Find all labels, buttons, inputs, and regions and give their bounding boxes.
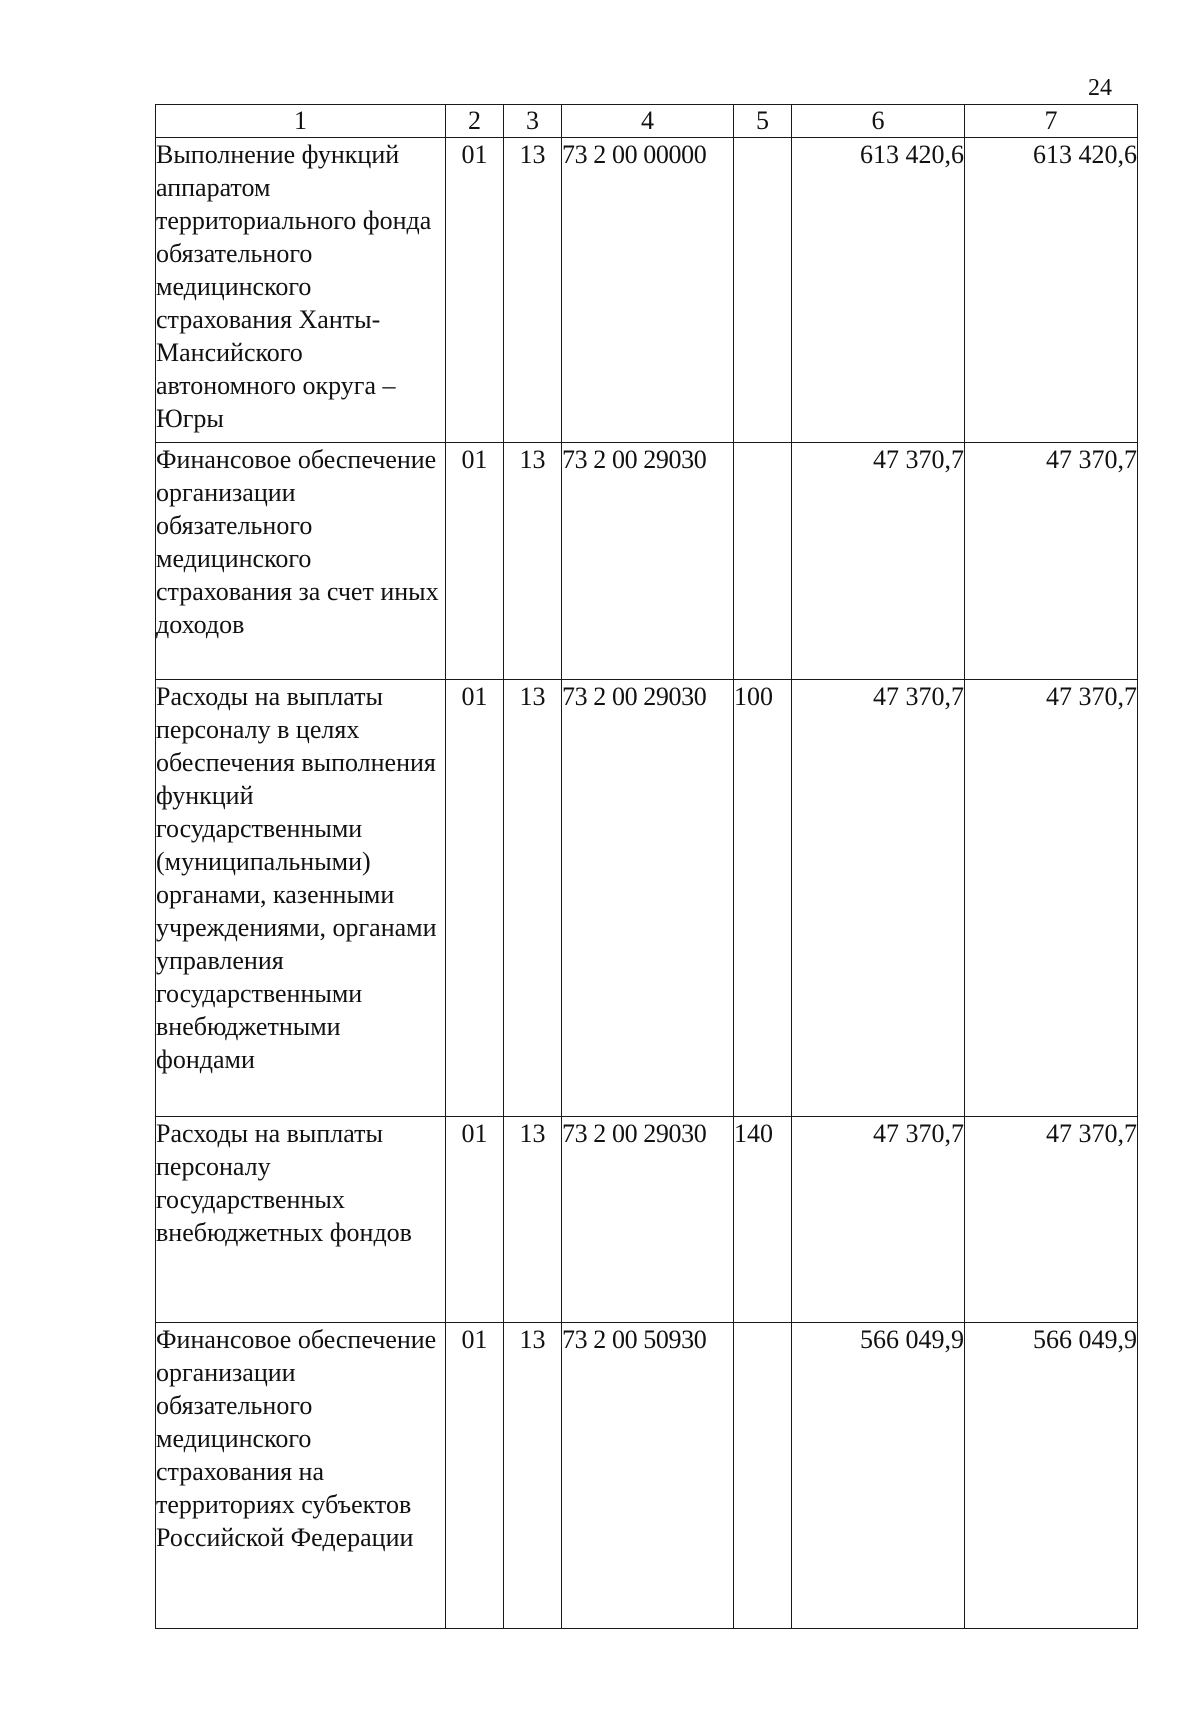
header-col-5: 5 xyxy=(734,105,792,138)
row-subsection-code: 13 xyxy=(504,138,562,443)
header-col-4: 4 xyxy=(562,105,734,138)
row-section-code: 01 xyxy=(446,138,504,443)
row-amount-2: 47 370,7 xyxy=(965,680,1138,1117)
row-amount-2: 566 049,9 xyxy=(965,1323,1138,1629)
budget-table xyxy=(155,104,1138,1629)
row-amount-1: 47 370,7 xyxy=(792,1117,965,1323)
row-subsection-code: 13 xyxy=(504,680,562,1117)
table-body xyxy=(156,138,1138,1629)
row-target-code: 73 2 00 29030 xyxy=(562,443,734,680)
header-col-7: 7 xyxy=(965,105,1138,138)
table-row xyxy=(156,138,1138,443)
row-expense-type: 100 xyxy=(734,680,792,1117)
row-amount-1: 566 049,9 xyxy=(792,1323,965,1629)
row-target-code: 73 2 00 29030 xyxy=(562,680,734,1117)
row-amount-2: 47 370,7 xyxy=(965,443,1138,680)
row-amount-1: 613 420,6 xyxy=(792,138,965,443)
table-row xyxy=(156,1117,1138,1323)
row-amount-2: 47 370,7 xyxy=(965,1117,1138,1323)
row-expense-type xyxy=(734,138,792,443)
row-section-code: 01 xyxy=(446,443,504,680)
table-row xyxy=(156,443,1138,680)
table-row xyxy=(156,680,1138,1117)
row-expense-type xyxy=(734,443,792,680)
header-row xyxy=(156,105,1138,138)
row-name: Финансовое обеспечение организации обязательного медицинского страхования на территориях субъектов Российской Федерации xyxy=(156,1323,446,1629)
row-target-code: 73 2 00 50930 xyxy=(562,1323,734,1629)
table-header xyxy=(156,105,1138,138)
row-subsection-code: 13 xyxy=(504,1117,562,1323)
header-col-6: 6 xyxy=(792,105,965,138)
row-target-code: 73 2 00 00000 xyxy=(562,138,734,443)
header-col-2: 2 xyxy=(446,105,504,138)
row-section-code: 01 xyxy=(446,1323,504,1629)
row-subsection-code: 13 xyxy=(504,443,562,680)
row-amount-1: 47 370,7 xyxy=(792,680,965,1117)
row-subsection-code: 13 xyxy=(504,1323,562,1629)
row-name: Выполнение функций аппаратом территориального фонда обязательного медицинского страхования Ханты-Мансийского автономного округа – Югры xyxy=(156,138,446,443)
row-name: Финансовое обеспечение организации обязательного медицинского страхования за счет иных доходов xyxy=(156,443,446,680)
page-number: 24 xyxy=(1088,75,1112,101)
row-section-code: 01 xyxy=(446,1117,504,1323)
row-name: Расходы на выплаты персоналу в целях обеспечения выполнения функций государственными (муниципальными) органами, казенными учреждениями, органами управления государственными внебюджетными фондами xyxy=(156,680,446,1117)
row-amount-2: 613 420,6 xyxy=(965,138,1138,443)
row-name: Расходы на выплаты персоналу государственных внебюджетных фондов xyxy=(156,1117,446,1323)
header-col-3: 3 xyxy=(504,105,562,138)
row-target-code: 73 2 00 29030 xyxy=(562,1117,734,1323)
row-expense-type xyxy=(734,1323,792,1629)
row-expense-type: 140 xyxy=(734,1117,792,1323)
header-col-1: 1 xyxy=(156,105,446,138)
table-row xyxy=(156,1323,1138,1629)
row-section-code: 01 xyxy=(446,680,504,1117)
row-amount-1: 47 370,7 xyxy=(792,443,965,680)
